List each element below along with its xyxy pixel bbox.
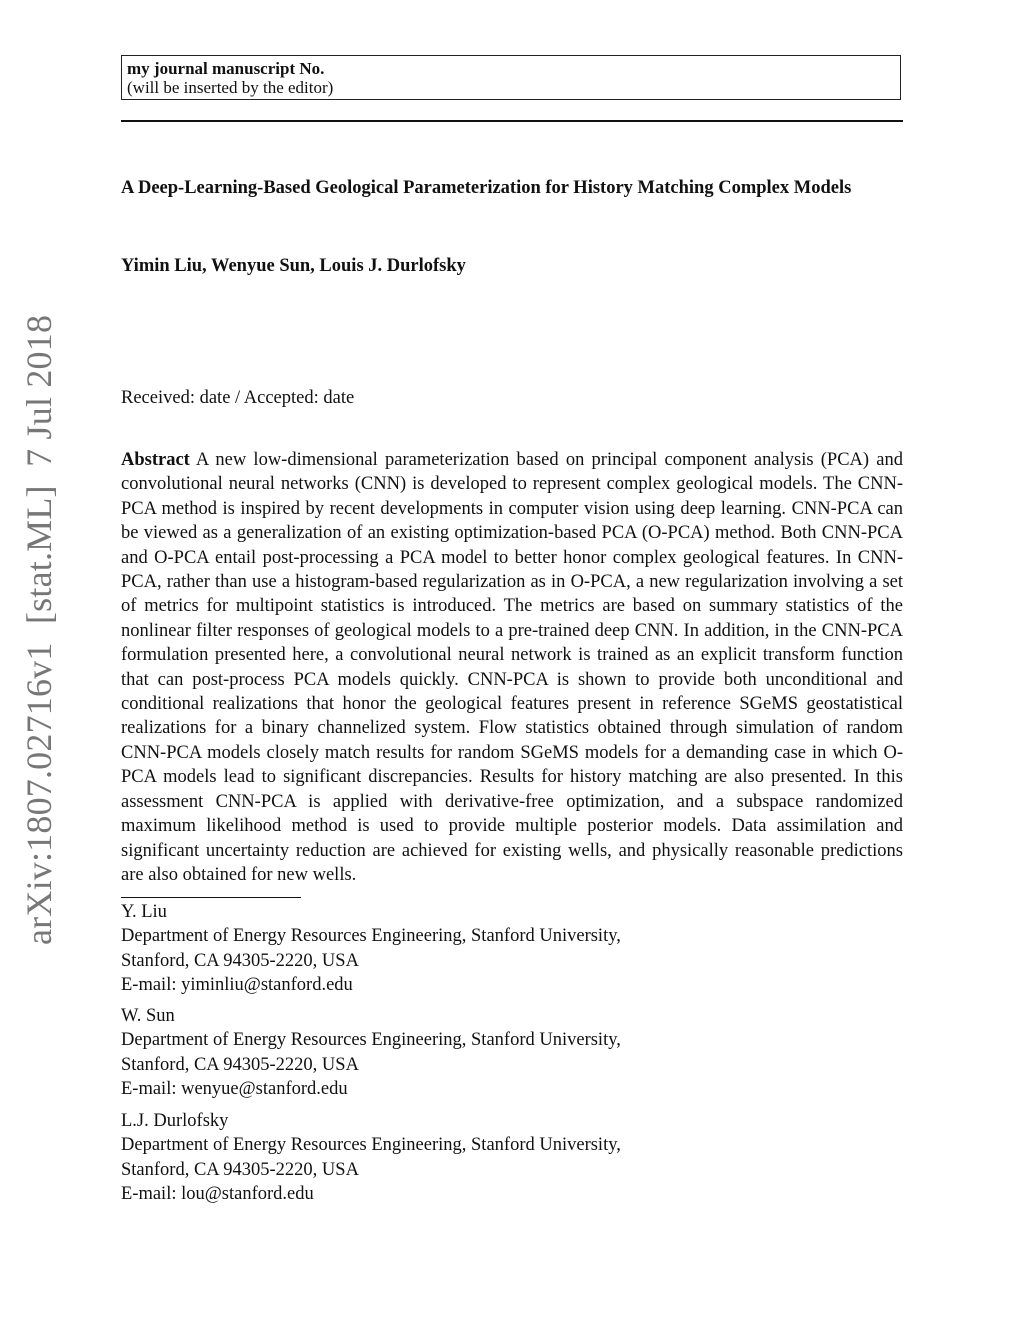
journal-note: (will be inserted by the editor) — [127, 78, 334, 97]
header-rule — [121, 120, 903, 122]
abstract-heading: Abstract — [121, 450, 190, 470]
affiliation-name: Y. Liu — [121, 902, 167, 922]
journal-title: my journal manuscript No. — [127, 59, 325, 78]
affiliation-sun — [121, 1004, 621, 1101]
affiliation-dept: Department of Energy Resources Engineering, Stanford University, — [121, 1030, 621, 1051]
footnote-rule — [121, 897, 301, 898]
affiliation-dept: Department of Energy Resources Engineering, Stanford University, — [121, 926, 621, 947]
paper-title: A Deep-Learning-Based Geological Parameterization for History Matching Complex Models — [121, 178, 852, 198]
affiliation-address: Stanford, CA 94305-2220, USA — [121, 1054, 359, 1075]
affiliation-email: E-mail: lou@stanford.edu — [121, 1183, 314, 1204]
arxiv-stamp: arXiv:1807.02716v1 [stat.ML] 7 Jul 2018 — [19, 314, 59, 945]
affiliation-dept: Department of Energy Resources Engineering, Stanford University, — [121, 1135, 621, 1156]
received-date: Received: date / Accepted: date — [121, 388, 355, 408]
affiliation-email: E-mail: wenyue@stanford.edu — [121, 1078, 348, 1099]
journal-header-box — [121, 55, 901, 100]
abstract — [121, 448, 903, 887]
affiliation-name: L.J. Durlofsky — [121, 1111, 229, 1131]
abstract-text: A new low-dimensional parameterization based on principal component analysis (PCA) and convolutional neural networks (CNN) is developed to represent complex geological models. The CNN-PCA method is inspired by recent developments in computer vision using deep learning. CNN-PCA can be viewed as a generalization of an existing optimization-based PCA (O-PCA) method. Both CNN-PCA and O-PCA entail post-processing a PCA model to better honor complex geological features. In CNN-PCA, rather than use a histogram-based regularization as in O-PCA, a new regularization involving a set of metrics for multipoint statistics is introduced. The metrics are based on summary statistics of the nonlinear filter responses of geological models to a pre-trained deep CNN. In addition, in the CNN-PCA formulation presented here, a convolutional neural network is trained as an explicit transform function that can post-process PCA models quickly. CNN-PCA is shown to provide both unconditional and conditional realizations that honor the geological features present in reference SGeMS geostatistical realizations for a binary channelized system. Flow statistics obtained through simulation of random CNN-PCA models closely match results for random SGeMS models for a demanding case in which O-PCA models lead to significant discrepancies. Results for history matching are also presented. In this assessment CNN-PCA is applied with derivative-free optimization, and a subspace randomized maximum likelihood method is used to provide multiple posterior models. Data assimilation and significant uncertainty reduction are achieved for existing wells, and physically reasonable predictions are also obtained for new wells. — [121, 450, 903, 885]
affiliation-address: Stanford, CA 94305-2220, USA — [121, 950, 359, 971]
affiliation-address: Stanford, CA 94305-2220, USA — [121, 1159, 359, 1180]
affiliation-durlofsky — [121, 1109, 621, 1206]
affiliation-email: E-mail: yiminliu@stanford.edu — [121, 974, 353, 995]
affiliation-liu — [121, 900, 621, 997]
paper-authors: Yimin Liu, Wenyue Sun, Louis J. Durlofsky — [121, 256, 466, 276]
affiliation-name: W. Sun — [121, 1006, 175, 1026]
